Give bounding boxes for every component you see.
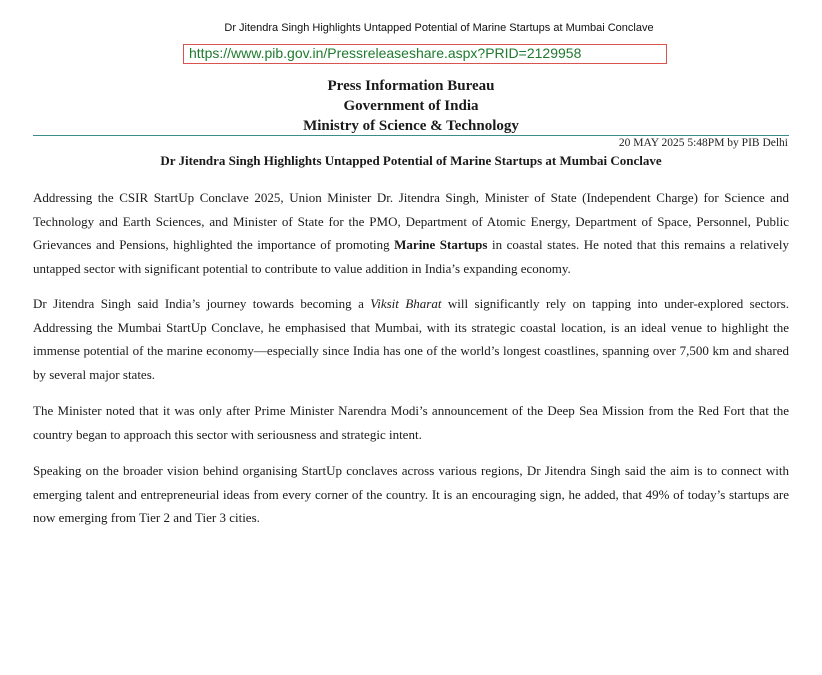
masthead-ministry: Ministry of Science & Technology — [303, 118, 519, 134]
masthead-bureau: Press Information Bureau — [327, 78, 495, 94]
paragraph-2: Dr Jitendra Singh said India’s journey towards becoming a Viksit Bharat will significantly rely on tapping into under-explored sectors. Addressing the Mumbai StartUp Conclave, he emphasised that Mumbai, with its strategic coastal location, is an ideal venue to highlight the immense potential of the marine economy—especially since India has one of the world’s longest coastlines, spanning over 7,500 km and shared by several major states. — [33, 296, 789, 382]
masthead-government: Government of India — [343, 98, 479, 114]
page-header — [0, 22, 822, 34]
url-link[interactable]: https://www.pib.gov.in/Pressreleaseshare.aspx?PRID=2129958 — [183, 44, 667, 64]
marine-startups-emphasis: Marine Startups — [394, 237, 488, 252]
divider — [33, 135, 789, 136]
paragraph-1: Addressing the CSIR StartUp Conclave 2025, Union Minister Dr. Jitendra Singh, Minister of State (Independent Charge) for Science and Technology and Earth Sciences, and Minister of State for the PMO, Department of Atomic Energy, Department of Space, Personnel, Public Grievances and Pensions, highlighted the importance of promoting Marine Startups in coastal states. He noted that this remains a relatively untapped sector with significant potential to contribute to value addition in India’s expanding economy. — [33, 190, 789, 276]
page-header-title: Dr Jitendra Singh Highlights Untapped Potential of Marine Startups at Mumbai Conclave — [224, 22, 654, 34]
paragraph-4: Speaking on the broader vision behind organising StartUp conclaves across various regions, Dr Jitendra Singh said the aim is to connect with emerging talent and entrepreneurial ideas from every corner of the country. It is an encouraging sign, he added, that 49% of today’s startups are now emerging from Tier 2 and Tier 3 cities. — [33, 463, 789, 525]
viksit-bharat-emphasis: Viksit Bharat — [370, 296, 442, 311]
dateline: 20 MAY 2025 5:48PM by PIB Delhi — [618, 137, 788, 149]
article-headline: Dr Jitendra Singh Highlights Untapped Potential of Marine Startups at Mumbai Conclave — [160, 153, 662, 168]
paragraph-3: The Minister noted that it was only after Prime Minister Narendra Modi’s announcement of the Deep Sea Mission from the Red Fort that the country began to approach this sector with seriousness and strategic intent. — [33, 403, 789, 442]
article-body — [33, 186, 789, 544]
masthead — [0, 76, 822, 136]
